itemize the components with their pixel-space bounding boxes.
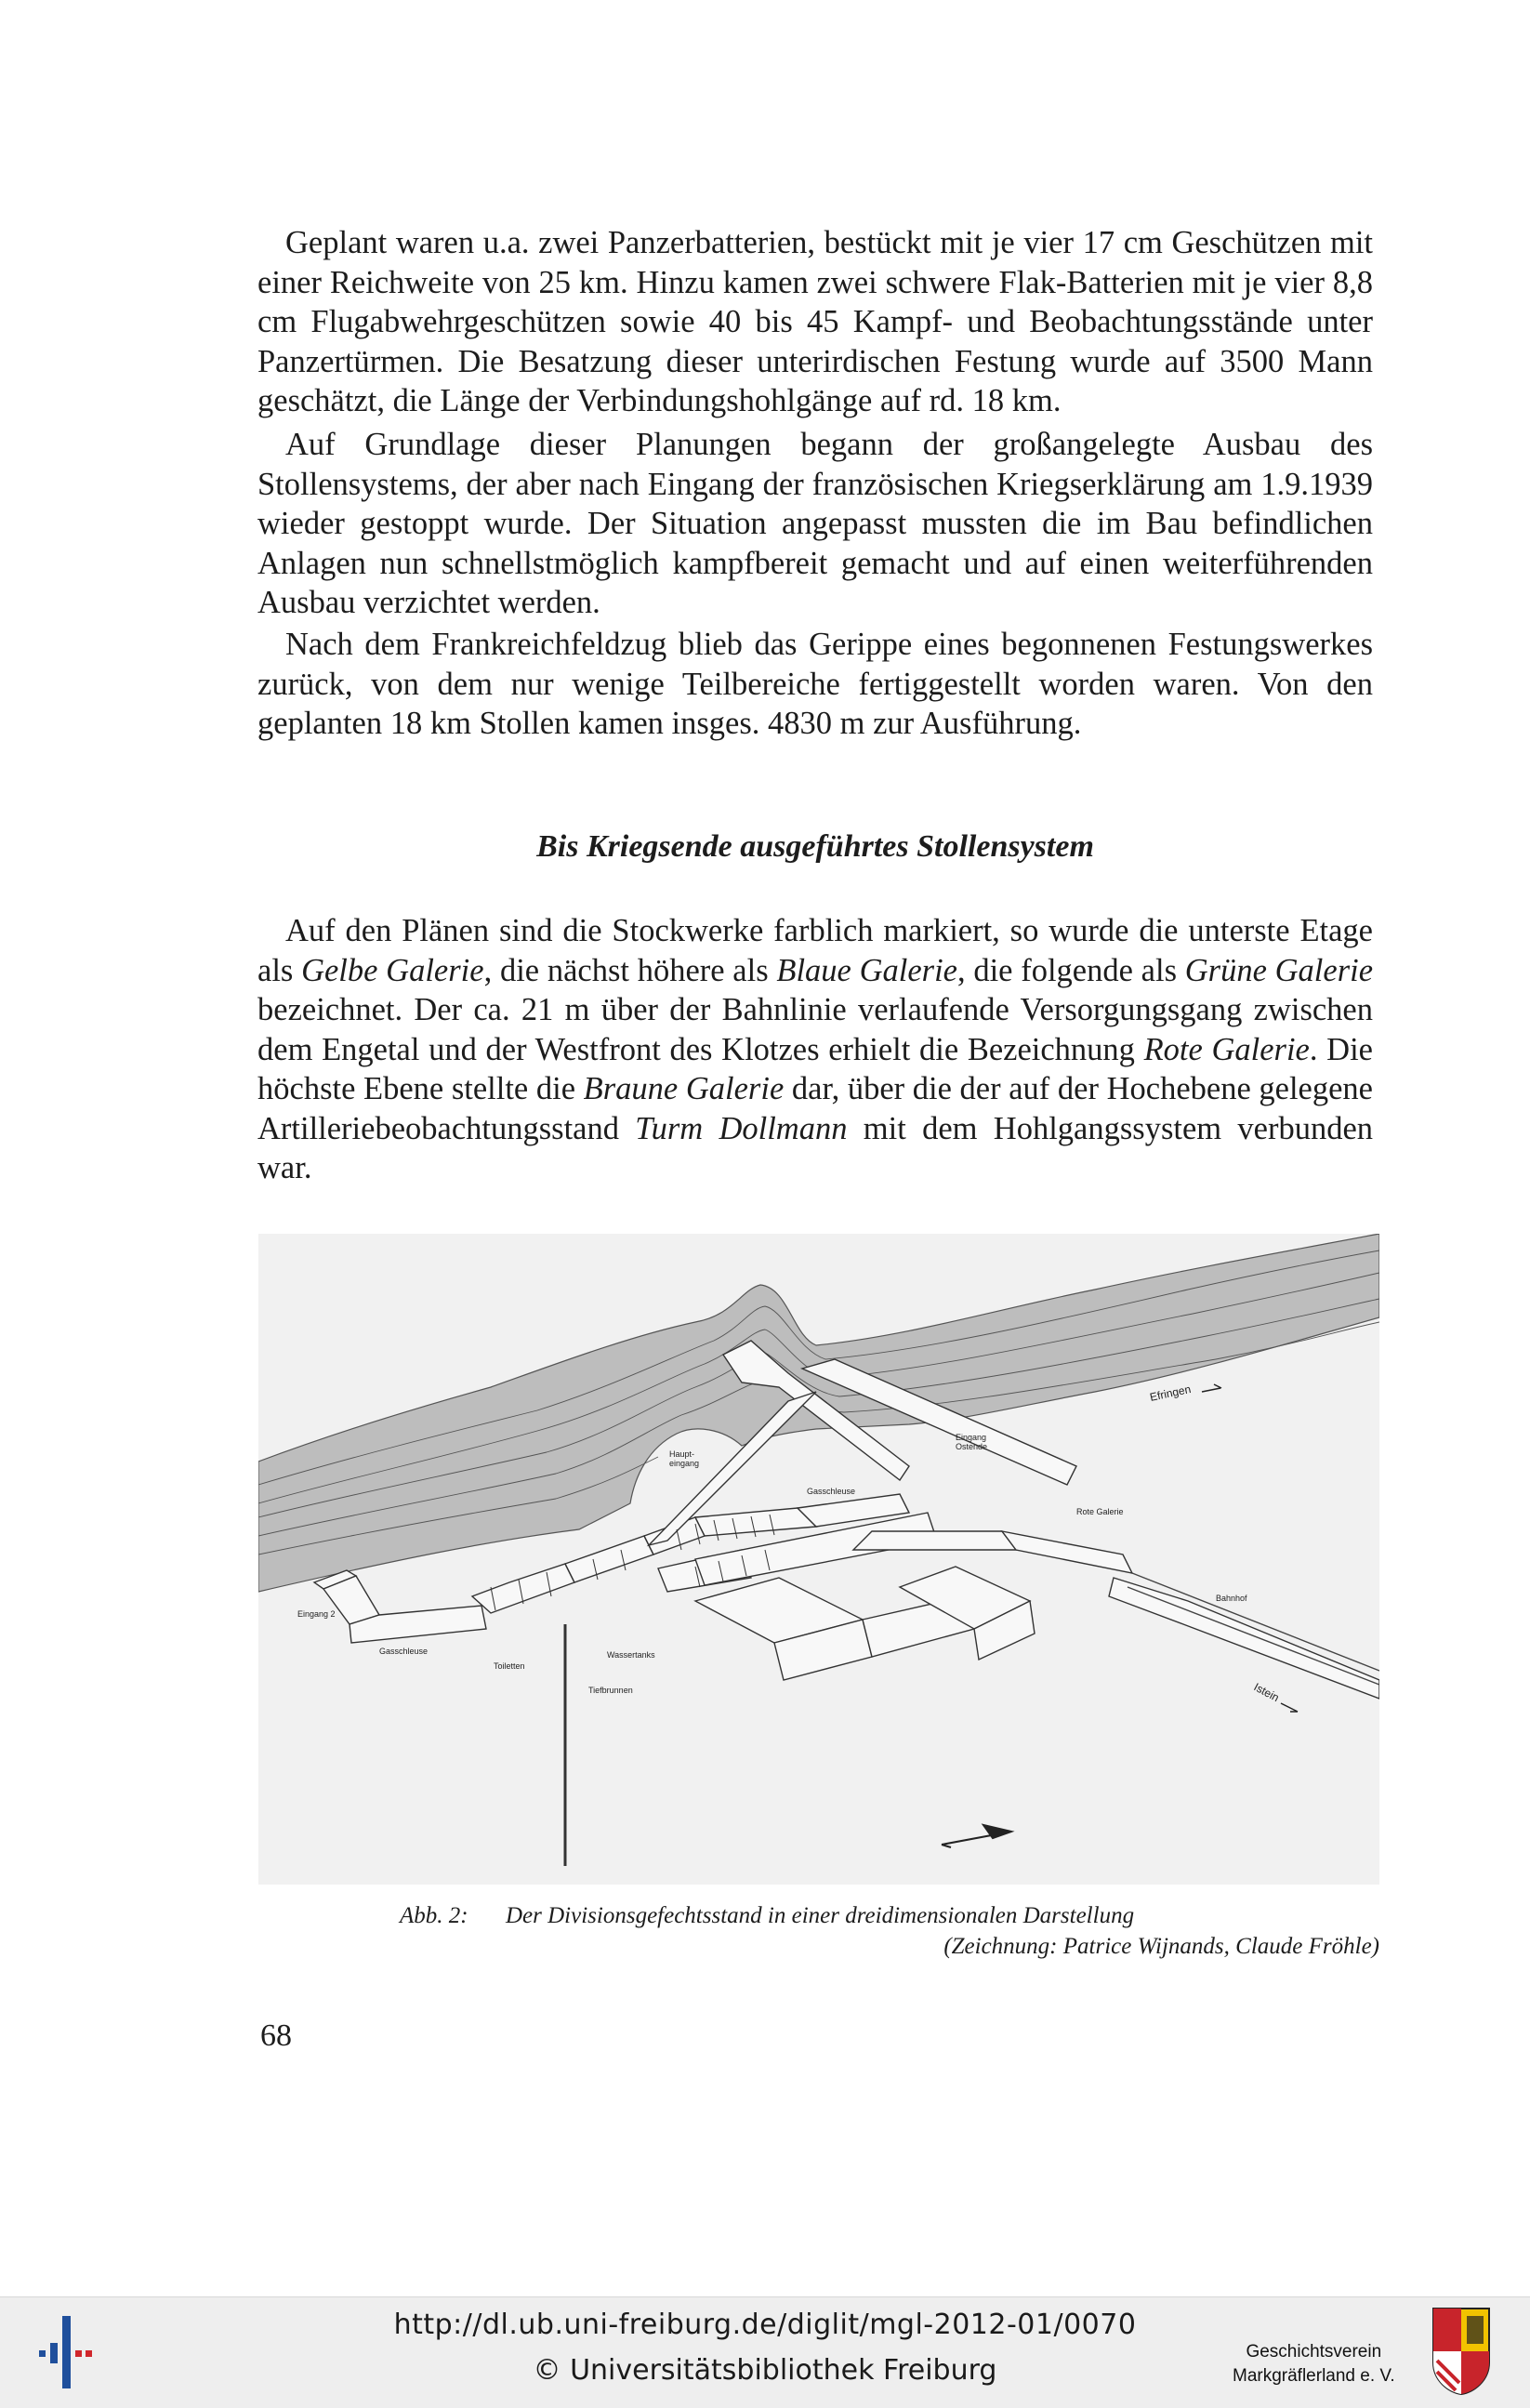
label-eingang-2: Eingang 2 [297, 1609, 336, 1619]
society-name-line-1: Geschichtsverein [1246, 2342, 1382, 2362]
p4-text-7: mit dem Hohlgangssystem verbunden war. [257, 1110, 1374, 1185]
label-tiefbrunnen: Tiefbrunnen [588, 1686, 633, 1695]
p4-text-5: . Die höchste Ebene stellte die [257, 1031, 1373, 1106]
label-efringen: Efringen [1148, 1382, 1193, 1404]
footer-bar [0, 2296, 1530, 2408]
society-name [1233, 2340, 1395, 2388]
label-haupteingang-2: eingang [669, 1459, 700, 1468]
p4-text-1: Auf den Plänen sind die Stockwerke farblich markiert, so wurde die unterste Etage als [257, 913, 1373, 988]
label-eingang-ostende-2: Ostende [956, 1442, 988, 1451]
society-name-line-2: Markgräflerland e. V. [1233, 2366, 1395, 2386]
label-gasschleuse-left: Gasschleuse [379, 1647, 429, 1656]
label-wassertanks: Wassertanks [607, 1650, 655, 1660]
figure-caption [400, 1902, 1134, 1930]
footer-url-link[interactable]: http://dl.ub.uni-freiburg.de/diglit/mgl-2012-01/0070 [393, 2309, 1137, 2341]
footer-copyright: © Universitätsbibliothek Freiburg [533, 2354, 997, 2387]
p4-term-blaue-galerie: Blaue Galerie [776, 952, 957, 988]
paragraph-2: Auf Grundlage dieser Planungen begann der großangelegte Ausbau des Stollensystems, der aber nach Eingang der französischen Kriegserklärung am 1.9.1939 wieder gestoppt wurde. Der Situation angepasst mussten die im Bau befindlichen Anlagen nun schnellstmöglich kampfbereit gemacht und auf einen weiterführenden Ausbau verzichtet werden. [257, 427, 1373, 620]
tunnel-system-illustration [258, 1234, 1379, 1885]
arrow-right-icon [1202, 1384, 1221, 1392]
arrow-down-right-icon [1281, 1703, 1298, 1712]
label-bahnhof: Bahnhof [1216, 1594, 1247, 1603]
p4-term-gelbe-galerie: Gelbe Galerie [301, 952, 484, 988]
figure-credit: (Zeichnung: Patrice Wijnands, Claude Fröhle) [943, 1934, 1379, 1959]
label-rote-galerie: Rote Galerie [1076, 1507, 1124, 1516]
page-number: 68 [260, 2018, 292, 2053]
paragraph-3: Nach dem Frankreichfeldzug blieb das Gerippe eines begonnenen Festungswerkes zurück, von dem nur wenige Teilbereiche fertiggestellt worden waren. Von den geplanten 18 km Stollen kamen insges. 4830 m zur Ausführung. [257, 627, 1373, 741]
p4-text-6: dar, über die der auf der Hochebene gelegene Artilleriebeobachtungsstand [257, 1071, 1373, 1146]
p4-term-gruene-galerie: Grüne Galerie [1184, 952, 1374, 988]
label-eingang-ostende: Eingang [956, 1433, 987, 1442]
p4-text-3: , die folgende als [956, 952, 1185, 988]
p4-text-4: bezeichnet. Der ca. 21 m über der Bahnlinie verlaufende Versorgungsgang zwischen dem Engetal und der Westfront des Klotzes erhielt die Bezeichnung [257, 992, 1373, 1067]
tunnel-system-drawing [258, 1234, 1379, 1885]
society-crest-icon[interactable] [1431, 2307, 1491, 2396]
north-arrow-icon [942, 1825, 1011, 1847]
label-gasschleuse-top: Gasschleuse [807, 1487, 856, 1496]
label-haupteingang: Haupt- [669, 1449, 695, 1459]
p4-term-turm-dollmann: Turm Dollmann [635, 1110, 848, 1146]
label-toiletten: Toiletten [494, 1661, 525, 1671]
label-istein: Istein [1251, 1680, 1282, 1705]
p4-text-2: , die nächst höhere als [483, 952, 777, 988]
p4-term-braune-galerie: Braune Galerie [583, 1071, 785, 1106]
paragraph-4 [257, 911, 1373, 1188]
caption-label: Abb. 2: [400, 1903, 468, 1928]
caption-text: Der Divisionsgefechtsstand in einer dreidimensionalen Darstellung [506, 1903, 1135, 1928]
paragraph-1: Geplant waren u.a. zwei Panzerbatterien, bestückt mit je vier 17 cm Geschützen mit einer Reichweite von 25 km. Hinzu kamen zwei schwere Flak-Batterien mit je vier 8,8 cm Flugabwehrgeschützen sowie 40 bis 45 Kampf- und Beobachtungsstände unter Panzertürmen. Die Besatzung dieser unterirdischen Festung wurde auf 3500 Mann geschätzt, die Länge der Verbindungshohlgänge auf rd. 18 km. [257, 225, 1373, 418]
section-heading: Bis Kriegsende ausgeführtes Stollensystem [536, 829, 1094, 864]
p4-term-rote-galerie: Rote Galerie [1143, 1031, 1310, 1067]
